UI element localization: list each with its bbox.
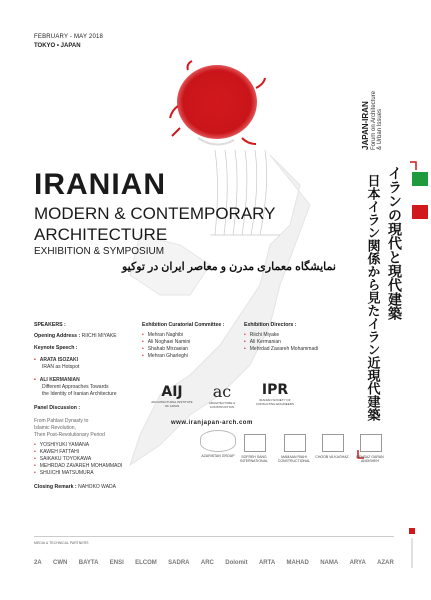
director: • Ali Kermanian: [244, 339, 318, 346]
sponsor-name: SOFREH SANG INTERNATIONAL: [240, 455, 268, 463]
aij-logo-mark: AIJ: [161, 384, 183, 400]
committee-member: • Shahab Mirzaeian: [142, 346, 190, 353]
poster-credit-mark: [404, 528, 420, 568]
media-partner: ENSI: [109, 560, 124, 566]
media-partner: ARYA: [349, 560, 366, 566]
media-partner: AZAR: [377, 560, 394, 566]
sponsor-logo-box: [244, 434, 266, 452]
keynote-label: Keynote Speech :: [34, 345, 78, 351]
sponsor-logo-box: [322, 434, 344, 452]
speakers-label: SPEAKERS :: [34, 322, 66, 328]
aij-caption: ARCHITECTURAL INSTITUTE OF JAPAN: [151, 400, 193, 408]
title-modern-contemporary: MODERN & CONTEMPORARY: [34, 204, 276, 223]
forum-title: [362, 58, 382, 154]
forum-subtitle-line2: & Urban Issues: [377, 108, 383, 150]
divider: [34, 536, 394, 537]
flag-red: [412, 205, 428, 219]
directors-label: Exhibition Directors :: [244, 322, 297, 328]
title-exhibition-symposium: EXHIBITION & SYMPOSIUM: [34, 246, 165, 257]
media-partner: ARC: [200, 560, 214, 566]
panel-label: Panel Discussion :: [34, 405, 81, 411]
ipr-logo-mark: IPR: [261, 382, 289, 398]
media-partner: NAMA: [320, 560, 339, 566]
opening-label: Opening Address :: [34, 333, 81, 339]
media-partner: 2A: [34, 560, 42, 566]
media-partner: ELCOM: [135, 560, 157, 566]
sponsor-name: CHOOB VA KAGHAZ: [315, 455, 349, 459]
panel-name: • SAIKAKU TOYOKAWA: [34, 456, 122, 463]
event-city: TOKYO • JAPAN: [34, 43, 81, 49]
committee-list: [142, 332, 190, 360]
forum-title-main: JAPAN-IRAN: [361, 101, 370, 150]
ipr-logo: [250, 382, 300, 406]
director: • Mehrdad Zavareh Mohammadi: [244, 346, 318, 353]
committee-member: • Ali Noghaei Namini: [142, 339, 190, 346]
panel-names: [34, 442, 122, 477]
director: • Riichi Miyake: [244, 332, 318, 339]
panel-name: • MEHRDAD ZAVAREH MOHAMMADI: [34, 463, 122, 470]
media-partner: BAYTA: [78, 560, 99, 566]
media-partners-label: MEDIA & TECHNICAL PARTNERS: [34, 541, 89, 545]
sponsor-logo-box: [284, 434, 306, 452]
azaristan-logo: [200, 430, 236, 452]
media-partner: CWN: [53, 560, 68, 566]
panel-name: • SHUICHI MATSUMURA: [34, 470, 122, 477]
panel-topic-2: Islamic Revolution,: [34, 425, 76, 431]
closing-name: NAHOKO WADA: [78, 484, 116, 490]
directors-list: [244, 332, 318, 353]
media-partner: SADRA: [168, 560, 190, 566]
panel-topic: [34, 418, 105, 439]
opening-address: [34, 333, 117, 340]
sponsor-logo-box: [360, 434, 382, 452]
closing-remark: [34, 484, 116, 491]
media-partners-row: [34, 550, 394, 576]
opening-name: RIICHI MIYAKE: [81, 333, 117, 339]
aij-logo: [150, 384, 194, 408]
panel-name: • KAWEH FATTAHI: [34, 449, 122, 456]
keynote-2-topic-1: Different Approaches Towards: [42, 384, 109, 390]
red-sun-brush-graphic: [168, 58, 266, 148]
media-partner: ARTA: [258, 560, 276, 566]
title-persian: نمایشگاه معماری مدرن و معاصر ایران در توکیو: [122, 261, 336, 273]
sponsor-name: BEHSAZ GARAN ANDISHEH: [356, 455, 384, 463]
event-dates: FEBRUARY - MAY 2018: [34, 34, 104, 40]
panel-topic-3: Then Post-Revolutionary Period: [34, 432, 105, 438]
japanese-title-line1: イランの現代と現代建築: [386, 166, 402, 320]
forum-subtitle-line1: Forum on Architecture: [371, 90, 377, 150]
media-partner: Dolomit: [225, 560, 248, 566]
keynote-1-name: • ARATA ISOZAKI: [34, 357, 164, 364]
committee-member: • Mehran Naghibi: [142, 332, 190, 339]
media-partner: MAHAD: [286, 560, 309, 566]
website-link[interactable]: www.iranjapan-arch.com: [171, 420, 253, 426]
keynote-2-name: • ALI KERMANIAN: [34, 377, 174, 384]
title-iranian: IRANIAN: [34, 168, 166, 201]
closing-label: Closing Remark :: [34, 484, 77, 490]
sponsor-name: MAMAAN RIAHI CONSTRUCTIONAL: [277, 455, 311, 463]
keynote-1-topic: IRAN as Hotspot: [42, 364, 80, 370]
flag-green: [412, 172, 428, 186]
sponsor-azaristan: AZARISTAN GROUP: [201, 454, 235, 458]
keynote-2-topic-2: the Identity of Iranian Architecture: [42, 391, 117, 397]
panel-name: • YOSHIYUKI YAMANA: [34, 442, 122, 449]
committee-label: Exhibition Curatorial Committee :: [142, 322, 225, 328]
ipr-caption: IRANIAN SOCIETY OF CONSULTING ENGINEERS: [256, 398, 294, 406]
ac-logo: [200, 382, 244, 409]
panel-topic-1: From Pahlavi Dynasty to: [34, 418, 89, 424]
title-architecture: ARCHITECTURE: [34, 225, 168, 244]
ac-caption: ARCHITECTURE & CONSTRUCTION: [208, 401, 236, 409]
japanese-title-line2: 日本イラン関係から見たイラン近現代建築: [364, 174, 380, 421]
ac-logo-mark: ac: [212, 382, 232, 401]
committee-member: • Mehran Gharleghi: [142, 353, 190, 360]
